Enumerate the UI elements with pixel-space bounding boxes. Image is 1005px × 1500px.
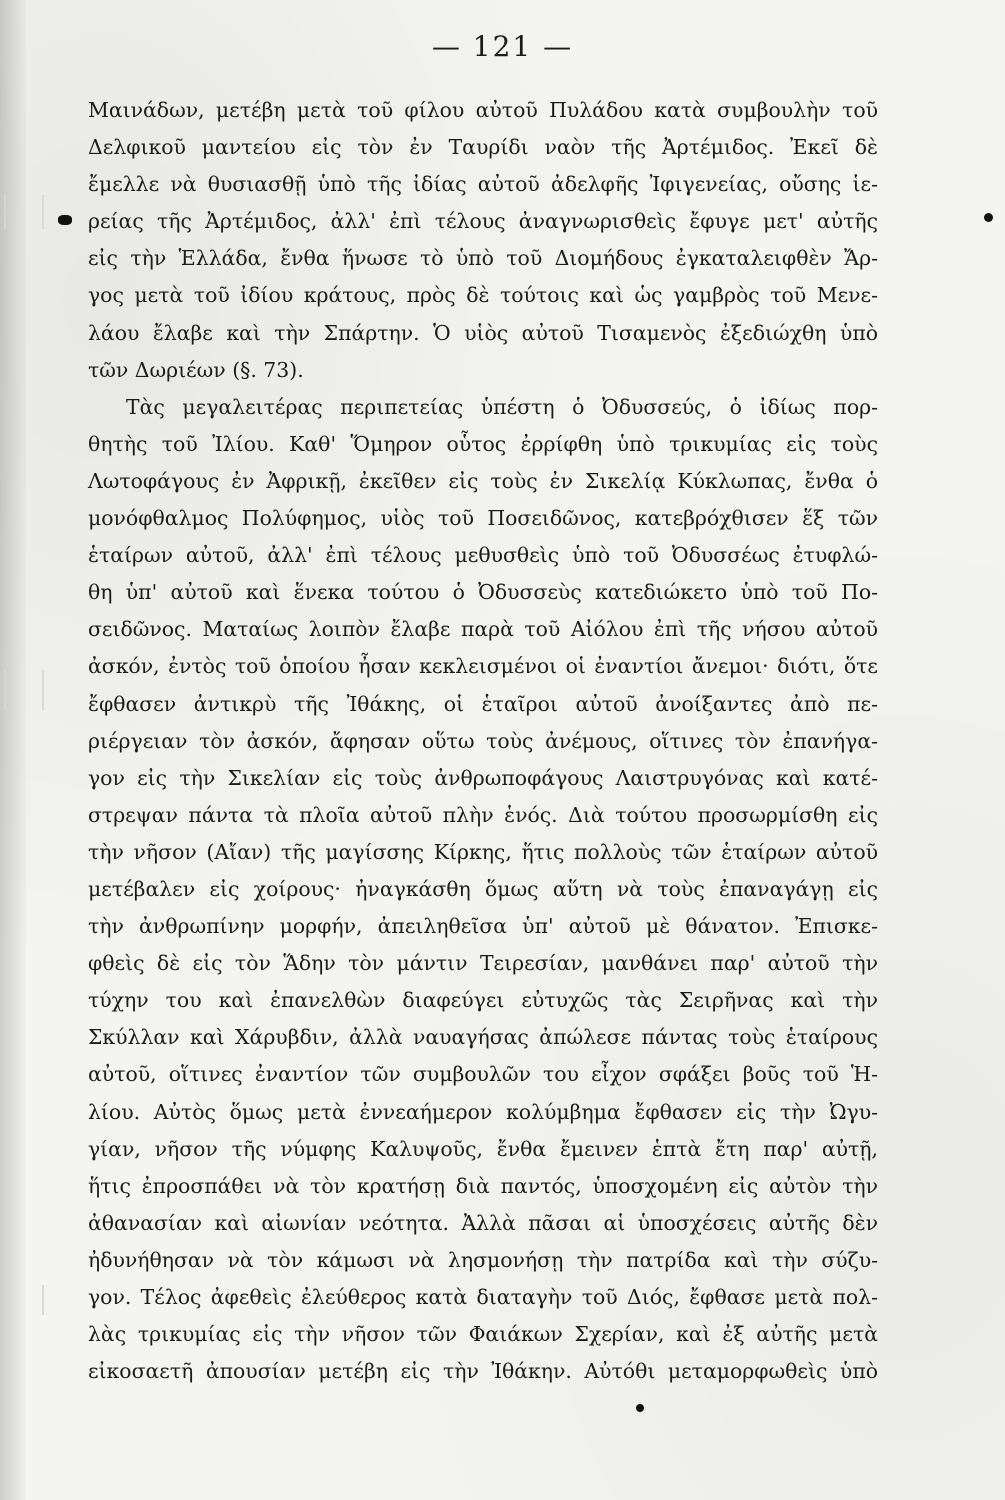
text-line: Λωτοφάγους ἐν Ἀφρικῇ, ἐκεῖθεν εἰς τοὺς ἐν Σικελίᾳ Κύκλωπας, ἔνθα ὁ (88, 468, 878, 493)
text-line: γίαν, νῆσον τῆς νύμφης Καλυψοῦς, ἔνθα ἔμεινεν ἑπτὰ ἔτη παρ' αὐτῇ, (88, 1136, 878, 1161)
ink-spot (636, 1404, 644, 1412)
text-line: μετέβαλεν εἰς χοίρους· ἠναγκάσθη ὅμως αὕτη νὰ τοὺς ἐπαναγάγῃ εἰς (88, 876, 878, 901)
text-line: λίου. Αὐτὸς ὅμως μετὰ ἐννεαήμερον κολύμβημα ἔφθασεν εἰς τὴν Ὠγυ- (88, 1099, 878, 1124)
text-line: μονόφθαλμος Πολύφημος, υἱὸς τοῦ Ποσειδῶνος, κατεβρόχθισεν ἕξ τῶν (88, 506, 878, 531)
text-line: γος μετὰ τοῦ ἰδίου κράτους, πρὸς δὲ τούτοις καὶ ὡς γαμβρὸς τοῦ Μενε- (88, 283, 878, 308)
text-line: ἔφθασεν ἀντικρὺ τῆς Ἰθάκης, οἱ ἑταῖροι αὐτοῦ ἀνοίξαντες ἀπὸ πε- (88, 691, 878, 716)
text-line: Τὰς μεγαλειτέρας περιπετείας ὑπέστη ὁ Ὀδυσσεύς, ὁ ἰδίως πορ- (126, 394, 878, 419)
text-line: ἀσκόν, ἐντὸς τοῦ ὁποίου ἦσαν κεκλεισμένοι οἱ ἐναντίοι ἄνεμοι· διότι, ὅτε (88, 654, 878, 679)
text-line: Δελφικοῦ μαντείου εἰς τὸν ἐν Ταυρίδι ναὸν τῆς Ἀρτέμιδος. Ἐκεῖ δὲ (88, 135, 878, 160)
text-line: τὴν νῆσον (Αἴαν) τῆς μαγίσσης Κίρκης, ἥτις πολλοὺς τῶν ἑταίρων αὐτοῦ (88, 839, 878, 864)
text-line: εἰς τὴν Ἑλλάδα, ἔνθα ἥνωσε τὸ ὑπὸ τοῦ Διομήδους ἐγκαταλειφθὲν Ἄρ- (88, 246, 878, 271)
text-line: αὐτοῦ, οἵτινες ἐναντίον τῶν συμβουλῶν του εἶχον σφάξει βοῦς τοῦ Ἡ- (88, 1062, 878, 1087)
text-line: ἠδυνήθησαν νὰ τὸν κάμωσι νὰ λησμονήσῃ τὴν πατρίδα καὶ τὴν σύζυ- (88, 1247, 878, 1272)
page-number: — 121 — (431, 30, 574, 63)
binding-thread (4, 195, 44, 229)
ink-spot (58, 215, 72, 225)
text-line: γον εἰς τὴν Σικελίαν εἰς τοὺς ἀνθρωποφάγους Λαιστρυγόνας καὶ κατέ- (88, 765, 878, 790)
text-line: τῶν Δωριέων (§. 73). (88, 357, 304, 382)
text-line: σειδῶνος. Ματαίως λοιπὸν ἔλαβε παρὰ τοῦ Αἰόλου ἐπὶ τῆς νήσου αὐτοῦ (88, 617, 878, 642)
text-line: ρείας τῆς Ἀρτέμιδος, ἀλλ' ἐπὶ τέλους ἀναγνωρισθεὶς ἔφυγε μετ' αὐτῆς (88, 209, 878, 234)
text-line: ἀθανασίαν καὶ αἰωνίαν νεότητα. Ἀλλὰ πᾶσαι αἱ ὑποσχέσεις αὐτῆς δὲν (88, 1210, 878, 1235)
binding-thread (4, 1285, 44, 1315)
text-line: τὴν ἀνθρωπίνην μορφήν, ἀπειληθεῖσα ὑπ' αὐτοῦ μὲ θάνατον. Ἐπισκε- (88, 914, 878, 939)
text-line: γον. Τέλος ἀφεθεὶς ἐλεύθερος κατὰ διαταγὴν τοῦ Διός, ἔφθασε μετὰ πολ- (88, 1285, 878, 1309)
text-line: εἰκοσαετῆ ἀπουσίαν μετέβη εἰς τὴν Ἰθάκην. Αὐτόθι μεταμορφωθεὶς ὑπὸ (88, 1359, 878, 1384)
text-line: ἑταίρων αὐτοῦ, ἀλλ' ἐπὶ τέλους μεθυσθεὶς ὑπὸ τοῦ Ὀδυσσέως ἐτυφλώ- (88, 543, 878, 568)
text-line: θητὴς τοῦ Ἰλίου. Καθ' Ὅμηρον οὗτος ἐρρίφθη ὑπὸ τρικυμίας εἰς τοὺς (88, 431, 878, 456)
text-line: στρεψαν πάντα τὰ πλοῖα αὐτοῦ πλὴν ἑνός. Διὰ τούτου προσωρμίσθη εἰς (88, 802, 878, 827)
text-line: τύχην του καὶ ἐπανελθὼν διαφεύγει εὐτυχῶς τὰς Σειρῆνας καὶ τὴν (88, 988, 878, 1013)
text-line: Σκύλλαν καὶ Χάρυβδιν, ἀλλὰ ναυαγήσας ἀπώλεσε πάντας τοὺς ἑταίρους (88, 1025, 878, 1050)
text-line: ἥτις ἐπροσπάθει νὰ τὸν κρατήσῃ διὰ παντός, ὑποσχομένη εἰς αὐτὸν τὴν (88, 1173, 878, 1198)
text-line: φθεὶς δὲ εἰς τὸν Ἅδην τὸν μάντιν Τειρεσίαν, μανθάνει παρ' αὐτοῦ τὴν (88, 951, 878, 976)
binding-thread (4, 670, 44, 710)
text-line: θη ὑπ' αὐτοῦ καὶ ἕνεκα τούτου ὁ Ὀδυσσεὺς κατεδιώκετο ὑπὸ τοῦ Πο- (88, 580, 878, 605)
text-line: ἔμελλε νὰ θυσιασθῇ ὑπὸ τῆς ἰδίας αὐτοῦ ἀδελφῆς Ἰφιγενείας, οὔσης ἱε- (88, 172, 878, 197)
text-line: ριέργειαν τὸν ἀσκόν, ἄφησαν οὕτω τοὺς ἀνέμους, οἵτινες τὸν ἐπανήγα- (88, 728, 878, 753)
text-line: Μαινάδων, μετέβη μετὰ τοῦ φίλου αὐτοῦ Πυλάδου κατὰ συμβουλὴν τοῦ (88, 98, 878, 122)
body-text (88, 92, 878, 1390)
text-line: λὰς τρικυμίας εἰς τὴν νῆσον τῶν Φαιάκων Σχερίαν, καὶ ἐξ αὐτῆς μετὰ (88, 1322, 878, 1347)
ink-spot (984, 213, 993, 222)
text-line: λάου ἔλαβε καὶ τὴν Σπάρτην. Ὁ υἱὸς αὐτοῦ Τισαμενὸς ἐξεδιώχθη ὑπὸ (88, 320, 878, 345)
